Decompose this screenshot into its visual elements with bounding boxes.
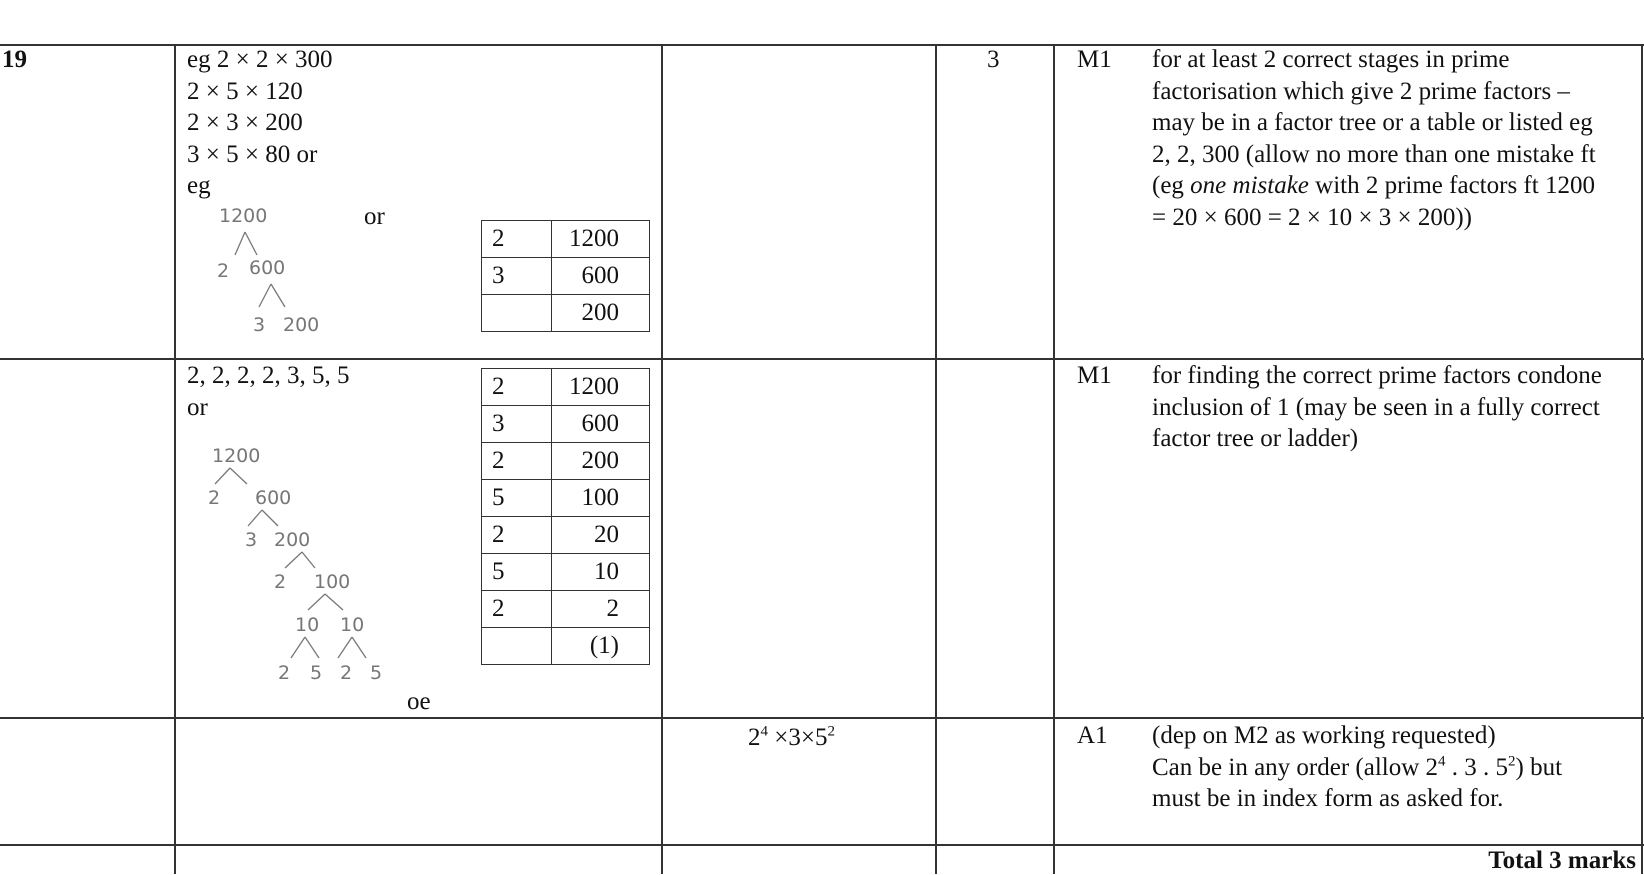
ladder-factor: 2 xyxy=(482,221,552,258)
ladder-value: 600 xyxy=(552,406,650,443)
ladder-value: 1200 xyxy=(552,221,650,258)
or-label: or xyxy=(187,393,208,421)
final-answer xyxy=(748,722,835,754)
working-line: eg xyxy=(187,172,211,199)
ladder-factor xyxy=(482,295,552,332)
tree-branch xyxy=(259,284,271,307)
tree-node: 5 xyxy=(370,662,383,684)
column-divider xyxy=(174,44,176,874)
tree-node: 10 xyxy=(340,614,365,636)
guidance-part: . 3 . 5 xyxy=(1445,753,1509,781)
tree-node: 2 xyxy=(278,662,291,684)
mark-total: 3 xyxy=(987,46,1000,73)
tree-node: 5 xyxy=(310,662,323,684)
factor-tree-full xyxy=(200,444,400,709)
tree-node: 100 xyxy=(314,571,351,593)
ladder-row xyxy=(482,628,650,665)
guidance-part: with 2 prime factors ft 1200 = 20 × 600 = 2 × 10 × 3 × 200)) xyxy=(1152,172,1595,231)
ladder-factor xyxy=(482,628,552,665)
ladder-row xyxy=(482,295,650,332)
guidance-line: must be in index form as asked for. xyxy=(1152,785,1504,812)
tree-node: 600 xyxy=(249,257,286,279)
tree-node: 200 xyxy=(283,314,320,336)
answer-base: 2 xyxy=(748,724,761,751)
tree-node: 600 xyxy=(255,487,292,509)
tree-node: 3 xyxy=(245,529,258,551)
tree-branch xyxy=(308,594,325,610)
ladder-row xyxy=(482,480,650,517)
tree-node: 1200 xyxy=(219,205,268,227)
guidance-line: (dep on M2 as working requested) xyxy=(1152,722,1496,749)
working-line: 2 × 5 × 120 xyxy=(187,77,303,105)
ladder-value: 200 xyxy=(552,295,650,332)
working-line: eg 2 × 2 × 300 xyxy=(187,46,333,73)
guidance-exponent: 2 xyxy=(1508,753,1516,770)
ladder-row xyxy=(482,517,650,554)
guidance-part: Can be in any order (allow 2 xyxy=(1152,753,1439,781)
column-divider xyxy=(935,44,937,874)
ladder-factor: 5 xyxy=(482,480,552,517)
ladder-row xyxy=(482,591,650,628)
ladder-factor: 2 xyxy=(482,369,552,406)
tree-branch xyxy=(285,552,302,568)
mark-code: M1 xyxy=(1077,46,1112,73)
ladder-row xyxy=(482,554,650,591)
tree-branch xyxy=(230,468,247,484)
column-divider xyxy=(1053,44,1055,874)
tree-node: 1200 xyxy=(212,445,261,467)
tree-branch xyxy=(235,232,245,255)
guidance-text: for finding the correct prime factors condone inclusion of 1 (may be seen in a fully correct factor tree or ladder) xyxy=(1152,362,1602,452)
oe-label: oe xyxy=(407,688,431,715)
ladder-value: (1) xyxy=(552,628,650,665)
tree-branch xyxy=(271,284,285,307)
column-divider xyxy=(1641,44,1643,874)
ladder-factor: 3 xyxy=(482,258,552,295)
ladder-value: 10 xyxy=(552,554,650,591)
ladder-value: 20 xyxy=(552,517,650,554)
ladder-value: 1200 xyxy=(552,369,650,406)
tree-branch xyxy=(248,510,262,526)
ladder-row xyxy=(482,369,650,406)
ladder-factor: 2 xyxy=(482,591,552,628)
guidance-emphasis: one mistake xyxy=(1190,172,1309,199)
tree-node: 10 xyxy=(295,614,320,636)
tree-branch xyxy=(245,232,257,255)
tree-node: 2 xyxy=(208,487,221,509)
tree-branch xyxy=(262,510,278,526)
mark-code: M1 xyxy=(1077,362,1112,389)
ladder-factor: 5 xyxy=(482,554,552,591)
row-divider xyxy=(0,717,1644,719)
ladder-factor: 2 xyxy=(482,443,552,480)
ladder-row xyxy=(482,443,650,480)
ladder-row xyxy=(482,221,650,258)
tree-branch xyxy=(302,552,315,568)
working-line: 2 × 3 × 200 xyxy=(187,109,303,136)
row-divider xyxy=(0,844,1644,846)
division-ladder-partial xyxy=(481,220,650,332)
guidance-text xyxy=(1152,44,1612,233)
guidance-part: ) but xyxy=(1515,753,1563,781)
ladder-factor: 3 xyxy=(482,406,552,443)
ladder-factor: 2 xyxy=(482,517,552,554)
guidance-part: for at least 2 correct stages in prime factorisation which give 2 prime factors – may be in a factor tree or a table or listed eg 2, 2, 300 (allow no more than one mistake ft (eg xyxy=(1152,46,1596,199)
tree-node: 200 xyxy=(274,529,311,551)
answer-exponent: 4 xyxy=(760,723,768,740)
ladder-value: 600 xyxy=(552,258,650,295)
question-number: 19 xyxy=(2,46,27,73)
answer-exponent: 2 xyxy=(827,723,835,740)
tree-branch xyxy=(291,637,305,658)
tree-branch xyxy=(325,594,343,610)
factor-tree-partial xyxy=(205,199,345,339)
ladder-row xyxy=(482,258,650,295)
prime-factor-list: 2, 2, 2, 2, 3, 5, 5 xyxy=(187,362,350,389)
tree-node: 2 xyxy=(217,260,230,282)
mark-code: A1 xyxy=(1077,722,1108,749)
tree-branch xyxy=(338,637,352,658)
ladder-value: 2 xyxy=(552,591,650,628)
division-ladder-full xyxy=(481,368,650,665)
guidance-text xyxy=(1152,720,1632,815)
guidance-line xyxy=(1152,752,1632,784)
tree-branch xyxy=(215,468,230,484)
ladder-row xyxy=(482,406,650,443)
working-line: 3 × 5 × 80 or xyxy=(187,140,318,168)
guidance-exponent: 4 xyxy=(1438,753,1446,770)
total-marks: Total 3 marks xyxy=(1488,847,1636,874)
ladder-value: 200 xyxy=(552,443,650,480)
column-divider xyxy=(661,44,663,874)
tree-node: 2 xyxy=(340,662,353,684)
tree-branch xyxy=(305,637,319,658)
ladder-value: 100 xyxy=(552,480,650,517)
answer-middle: ×3×5 xyxy=(768,724,828,751)
mark-scheme-table xyxy=(0,44,1644,874)
tree-node: 2 xyxy=(274,571,287,593)
tree-node: 3 xyxy=(253,314,266,336)
or-label: or xyxy=(364,203,385,230)
tree-branch xyxy=(352,637,366,658)
